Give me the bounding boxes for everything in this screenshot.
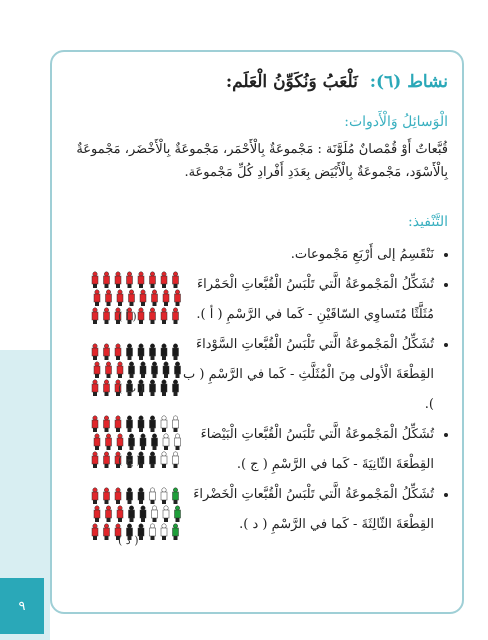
activity-title-line — [68, 72, 448, 92]
person-figure — [104, 380, 110, 396]
person-figure — [117, 434, 123, 450]
tools-text: قُبَّعاتٌ أَوْ قُمْصانٌ مُلَوَّنَة : مَجْموعَةٌ بِالْأَحْمَر، مَجْموعَةٌ بِالْأَخْضَر، مَجْموعَةٌ بِالْأَسْوَد، مَجْموعَةٌ بِالْأَبْيَض بِعَدَدِ أَفْرادِ كُلِّ مَجْموعَة. — [76, 142, 448, 180]
person-figure — [92, 380, 98, 396]
figure-a-label: ( أ ) — [118, 310, 137, 323]
person-figure — [129, 434, 135, 450]
person-figure — [104, 452, 110, 468]
person-figure — [161, 452, 167, 468]
figure-d-label: ( د ) — [118, 534, 139, 547]
person-figure — [173, 308, 179, 324]
person-figure — [129, 506, 135, 522]
person-figure — [163, 290, 169, 306]
person-figure — [161, 272, 167, 288]
person-figure — [115, 488, 121, 504]
person-figure — [152, 506, 158, 522]
person-figure — [140, 290, 146, 306]
person-figure — [175, 290, 181, 306]
person-figure — [117, 362, 123, 378]
person-figure — [140, 362, 146, 378]
activity-title: نَلْعَبُ وَنُكَوِّنُ الْعَلَم: — [225, 72, 358, 92]
person-figure — [94, 506, 100, 522]
person-figure — [106, 506, 112, 522]
person-figure — [150, 524, 156, 540]
person-figure — [106, 434, 112, 450]
person-figure — [152, 290, 158, 306]
person-figure — [150, 380, 156, 396]
person-figure — [161, 344, 167, 360]
person-figure — [138, 524, 144, 540]
person-figure — [173, 524, 179, 540]
person-figure — [173, 452, 179, 468]
person-figure — [173, 488, 179, 504]
person-figure — [138, 416, 144, 432]
person-figure — [150, 416, 156, 432]
person-figure — [127, 272, 133, 288]
person-figure — [138, 272, 144, 288]
person-figure — [115, 272, 121, 288]
person-figure — [163, 362, 169, 378]
person-figure — [173, 380, 179, 396]
person-figure — [94, 362, 100, 378]
person-figure — [104, 272, 110, 288]
person-figure — [161, 308, 167, 324]
execution-steps — [180, 240, 448, 540]
tools-heading: الْوَسائِلُ وَالْأَدوات: — [344, 114, 448, 130]
person-figure — [161, 416, 167, 432]
person-figure — [92, 452, 98, 468]
step-item: نَنْقَسِمُ إلى أَرْبَعِ مَجْموعات. — [180, 240, 448, 270]
execution-heading: التَّنْفيذ: — [408, 214, 448, 230]
person-figure — [106, 362, 112, 378]
person-figure — [92, 308, 98, 324]
person-figure — [161, 524, 167, 540]
person-figure — [117, 290, 123, 306]
person-figure — [161, 380, 167, 396]
person-figure — [152, 434, 158, 450]
person-figure — [115, 344, 121, 360]
person-figure — [150, 452, 156, 468]
person-figure — [152, 362, 158, 378]
person-figure — [104, 344, 110, 360]
person-figure — [94, 434, 100, 450]
person-figure — [140, 434, 146, 450]
person-figure — [150, 272, 156, 288]
person-figure — [92, 524, 98, 540]
person-figure — [138, 344, 144, 360]
person-figure — [129, 362, 135, 378]
person-figure — [150, 308, 156, 324]
figure-c-label: ( ج ) — [118, 454, 141, 467]
figure-b-label: ( ب ) — [118, 382, 144, 395]
person-figure — [104, 488, 110, 504]
person-figure — [175, 434, 181, 450]
person-figure — [92, 416, 98, 432]
person-figure — [138, 488, 144, 504]
person-figure — [129, 290, 135, 306]
person-figure — [117, 506, 123, 522]
person-figure — [127, 488, 133, 504]
person-figure — [150, 344, 156, 360]
person-figure — [140, 506, 146, 522]
person-figure — [173, 416, 179, 432]
person-figure — [161, 488, 167, 504]
step-item: تُشَكِّلُ الْمَجْموعَةُ الَّتي تَلْبَسُ الْقُبَّعاتِ الْحَمْراءَ مُثَلَّثًا مُتَساوِي السّاقَيْنِ - كَما في الرَّسْمِ ( أ ). — [180, 270, 448, 330]
page-number: ٩ — [0, 578, 44, 634]
person-figure — [138, 308, 144, 324]
person-figure — [173, 272, 179, 288]
person-figure — [127, 344, 133, 360]
person-figure — [127, 416, 133, 432]
person-figure — [92, 272, 98, 288]
person-figure — [175, 506, 181, 522]
person-figure — [104, 524, 110, 540]
person-figure — [150, 488, 156, 504]
activity-label: نشاط (٦): — [369, 72, 448, 92]
step-item: تُشَكِّلُ الْمَجْموعَةُ الَّتي تَلْبَسُ الْقُبَّعاتِ الْخَضْراءَ القِطْعَةَ الثّالِثَةَ - كَما في الرَّسْمِ ( د ). — [180, 480, 448, 540]
step-item: تُشَكِّلُ الْمَجْموعَةُ الَّتي تَلْبَسُ الْقُبَّعاتِ الْبَيْضاءَ القِطْعَةَ الثّانِيَةَ - كَما في الرَّسْمِ ( ج ). — [180, 420, 448, 480]
person-figure — [163, 506, 169, 522]
person-figure — [115, 416, 121, 432]
person-figure — [92, 344, 98, 360]
person-figure — [94, 290, 100, 306]
person-figure — [104, 416, 110, 432]
person-figure — [106, 290, 112, 306]
person-figure — [173, 344, 179, 360]
person-figure — [163, 434, 169, 450]
person-figure — [175, 362, 181, 378]
person-figure — [92, 488, 98, 504]
step-item: تُشَكِّلُ الْمَجْموعَةُ الَّتي تَلْبَسُ الْقُبَّعاتِ السَّوْداءَ القِطْعَةَ الْأولى مِنَ الْمُثَلَّثِ - كَما في الرَّسْمِ ( ب ). — [180, 330, 448, 420]
person-figure — [104, 308, 110, 324]
